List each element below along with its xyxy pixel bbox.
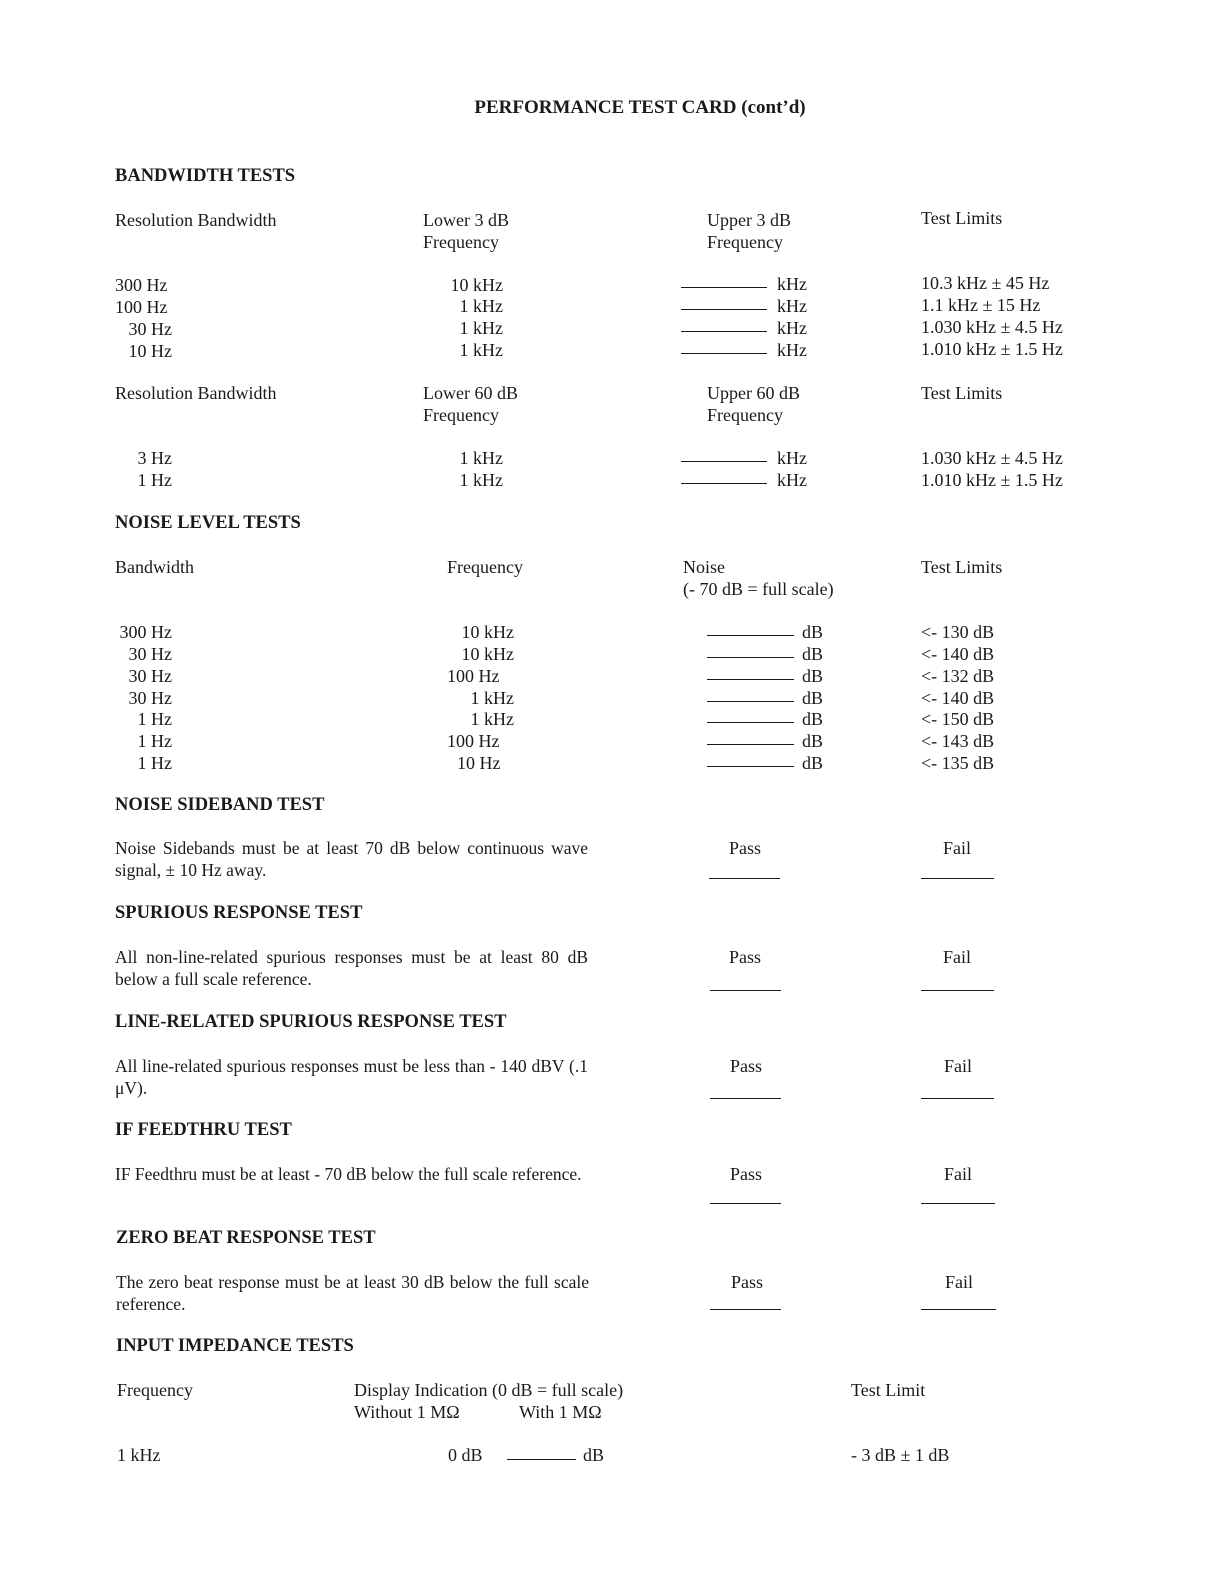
pf5-text: The zero beat response must be at least 30 dB below the full scale reference. xyxy=(116,1272,589,1314)
noise-row7-unit: dB xyxy=(802,753,824,773)
noise-col-frequency: Frequency xyxy=(447,557,523,577)
noise-row1-freq: 10 kHz xyxy=(461,622,514,642)
bw1-row4-unit: kHz xyxy=(777,340,807,360)
bw1-col-limits: Test Limits xyxy=(921,208,1003,228)
pf1-text: Noise Sidebands must be at least 70 dB below continuous wave signal, ± 10 Hz away. xyxy=(115,838,588,880)
noise-row7-limit: <- 135 dB xyxy=(921,753,995,773)
pf3-heading: LINE-RELATED SPURIOUS RESPONSE TEST xyxy=(115,1012,507,1032)
pf1-fail-blank[interactable] xyxy=(921,878,994,879)
bw1-col-upper-2: Frequency xyxy=(707,232,783,252)
pf2-fail-blank[interactable] xyxy=(921,990,994,991)
noise-row5-freq: 1 kHz xyxy=(470,709,514,729)
bw2-row1-bw: 3 Hz xyxy=(137,448,172,468)
bw1-row3-bw: 30 Hz xyxy=(128,319,172,339)
impedance-sub-with: With 1 MΩ xyxy=(519,1402,602,1422)
noise-row3-bw: 30 Hz xyxy=(128,666,172,686)
pf1-pass-label: Pass xyxy=(729,838,762,858)
bw2-row2-unit: kHz xyxy=(777,470,807,490)
impedance-col-frequency: Frequency xyxy=(117,1380,193,1400)
pf4-pass-label: Pass xyxy=(730,1164,763,1184)
pf4-fail-label: Fail xyxy=(944,1164,973,1184)
bw1-row1-unit: kHz xyxy=(777,274,807,294)
noise-heading: NOISE LEVEL TESTS xyxy=(115,513,301,533)
bw1-row2-bw: 100 Hz xyxy=(115,297,168,317)
pf2-heading: SPURIOUS RESPONSE TEST xyxy=(115,903,363,923)
noise-row5-blank[interactable] xyxy=(707,722,794,723)
bw1-row1-limit: 10.3 kHz ± 45 Hz xyxy=(921,273,1050,293)
pf5-fail-blank[interactable] xyxy=(921,1309,996,1310)
bw1-row3-blank[interactable] xyxy=(681,331,767,332)
noise-row1-blank[interactable] xyxy=(707,635,794,636)
noise-col-limits: Test Limits xyxy=(921,557,1003,577)
pf3-text: All line-related spurious responses must be less than - 140 dBV (.1 μV). xyxy=(115,1056,588,1098)
bw1-row2-lower: 1 kHz xyxy=(459,296,503,316)
bw2-col-lower-2: Frequency xyxy=(423,405,499,425)
bw1-row4-blank[interactable] xyxy=(681,353,767,354)
noise-row4-unit: dB xyxy=(802,688,824,708)
noise-row6-blank[interactable] xyxy=(707,744,794,745)
pf1-pass-blank[interactable] xyxy=(709,878,780,879)
pf3-pass-label: Pass xyxy=(730,1056,763,1076)
noise-row6-bw: 1 Hz xyxy=(137,731,172,751)
noise-row6-limit: <- 143 dB xyxy=(921,731,995,751)
bw1-row3-unit: kHz xyxy=(777,318,807,338)
noise-row1-limit: <- 130 dB xyxy=(921,622,995,642)
noise-row7-blank[interactable] xyxy=(707,766,794,767)
bw1-row2-limit: 1.1 kHz ± 15 Hz xyxy=(921,295,1041,315)
bw1-col-upper-1: Upper 3 dB xyxy=(707,210,791,230)
noise-row4-bw: 30 Hz xyxy=(128,688,172,708)
bw2-col-upper-1: Upper 60 dB xyxy=(707,383,800,403)
bw2-col-resolution: Resolution Bandwidth xyxy=(115,383,277,403)
bw2-row1-blank[interactable] xyxy=(681,461,767,462)
impedance-row-freq: 1 kHz xyxy=(117,1445,161,1465)
noise-row1-unit: dB xyxy=(802,622,824,642)
noise-row7-freq: 10 Hz xyxy=(457,753,501,773)
noise-row2-blank[interactable] xyxy=(707,657,794,658)
noise-row3-freq: 100 Hz xyxy=(447,666,500,686)
bw2-col-limits: Test Limits xyxy=(921,383,1003,403)
bw2-col-lower-1: Lower 60 dB xyxy=(423,383,518,403)
pf4-pass-blank[interactable] xyxy=(710,1203,781,1204)
pf3-fail-blank[interactable] xyxy=(921,1098,994,1099)
pf1-heading: NOISE SIDEBAND TEST xyxy=(115,795,325,815)
noise-row6-unit: dB xyxy=(802,731,824,751)
pf4-text: IF Feedthru must be at least - 70 dB below the full scale reference. xyxy=(115,1164,582,1184)
bw1-row3-lower: 1 kHz xyxy=(459,318,503,338)
bw2-col-upper-2: Frequency xyxy=(707,405,783,425)
bw1-col-lower-1: Lower 3 dB xyxy=(423,210,509,230)
pf5-heading: ZERO BEAT RESPONSE TEST xyxy=(116,1228,376,1248)
noise-row3-limit: <- 132 dB xyxy=(921,666,995,686)
noise-row3-unit: dB xyxy=(802,666,824,686)
pf2-text: All non-line-related spurious responses must be at least 80 dB below a full scale reference. xyxy=(115,947,588,989)
noise-row2-unit: dB xyxy=(802,644,824,664)
noise-row3-blank[interactable] xyxy=(707,679,794,680)
bw1-row4-lower: 1 kHz xyxy=(459,340,503,360)
page-title: PERFORMANCE TEST CARD (cont’d) xyxy=(474,97,806,118)
noise-row1-bw: 300 Hz xyxy=(119,622,172,642)
bw1-row3-limit: 1.030 kHz ± 4.5 Hz xyxy=(921,317,1063,337)
pf4-heading: IF FEEDTHRU TEST xyxy=(115,1120,292,1140)
noise-col-noise-2: (- 70 dB = full scale) xyxy=(683,579,834,599)
noise-row2-freq: 10 kHz xyxy=(461,644,514,664)
noise-row6-freq: 100 Hz xyxy=(447,731,500,751)
pf5-pass-label: Pass xyxy=(731,1272,764,1292)
bw2-row2-bw: 1 Hz xyxy=(137,470,172,490)
bw1-row1-lower: 10 kHz xyxy=(450,275,503,295)
bw2-row2-blank[interactable] xyxy=(681,483,767,484)
bw1-row4-bw: 10 Hz xyxy=(128,341,172,361)
bw1-row1-bw: 300 Hz xyxy=(115,275,168,295)
noise-row5-bw: 1 Hz xyxy=(137,709,172,729)
impedance-row-without: 0 dB xyxy=(448,1445,483,1465)
impedance-col-display: Display Indication (0 dB = full scale) xyxy=(354,1380,624,1400)
bw2-row1-lower: 1 kHz xyxy=(459,448,503,468)
pf5-pass-blank[interactable] xyxy=(710,1309,781,1310)
pf2-pass-label: Pass xyxy=(729,947,762,967)
noise-row4-freq: 1 kHz xyxy=(470,688,514,708)
bw2-row2-limit: 1.010 kHz ± 1.5 Hz xyxy=(921,470,1063,490)
noise-col-noise-1: Noise xyxy=(683,557,725,577)
pf2-fail-label: Fail xyxy=(943,947,972,967)
pf2-pass-blank[interactable] xyxy=(710,990,781,991)
noise-row2-bw: 30 Hz xyxy=(128,644,172,664)
bw1-row2-unit: kHz xyxy=(777,296,807,316)
bw2-row1-limit: 1.030 kHz ± 4.5 Hz xyxy=(921,448,1063,468)
noise-row5-limit: <- 150 dB xyxy=(921,709,995,729)
noise-row2-limit: <- 140 dB xyxy=(921,644,995,664)
pf3-pass-blank[interactable] xyxy=(710,1098,781,1099)
bw1-col-lower-2: Frequency xyxy=(423,232,499,252)
bw2-row1-unit: kHz xyxy=(777,448,807,468)
impedance-col-limit: Test Limit xyxy=(851,1380,926,1400)
bw1-row2-blank[interactable] xyxy=(681,309,767,310)
pf1-fail-label: Fail xyxy=(943,838,972,858)
bw2-row2-lower: 1 kHz xyxy=(459,470,503,490)
impedance-sub-without: Without 1 MΩ xyxy=(354,1402,460,1422)
impedance-row-unit: dB xyxy=(583,1445,605,1465)
bandwidth-heading: BANDWIDTH TESTS xyxy=(115,166,296,186)
noise-col-bandwidth: Bandwidth xyxy=(115,557,194,577)
bw1-row4-limit: 1.010 kHz ± 1.5 Hz xyxy=(921,339,1063,359)
bw1-col-resolution: Resolution Bandwidth xyxy=(115,210,277,230)
pf4-fail-blank[interactable] xyxy=(921,1203,995,1204)
noise-row7-bw: 1 Hz xyxy=(137,753,172,773)
noise-row5-unit: dB xyxy=(802,709,824,729)
pf3-fail-label: Fail xyxy=(944,1056,973,1076)
pf5-fail-label: Fail xyxy=(945,1272,974,1292)
noise-row4-blank[interactable] xyxy=(707,701,794,702)
bw1-row1-blank[interactable] xyxy=(681,287,767,288)
impedance-heading: INPUT IMPEDANCE TESTS xyxy=(116,1336,354,1356)
impedance-row-blank[interactable] xyxy=(507,1459,576,1460)
noise-row4-limit: <- 140 dB xyxy=(921,688,995,708)
impedance-row-limit: - 3 dB ± 1 dB xyxy=(851,1445,950,1465)
